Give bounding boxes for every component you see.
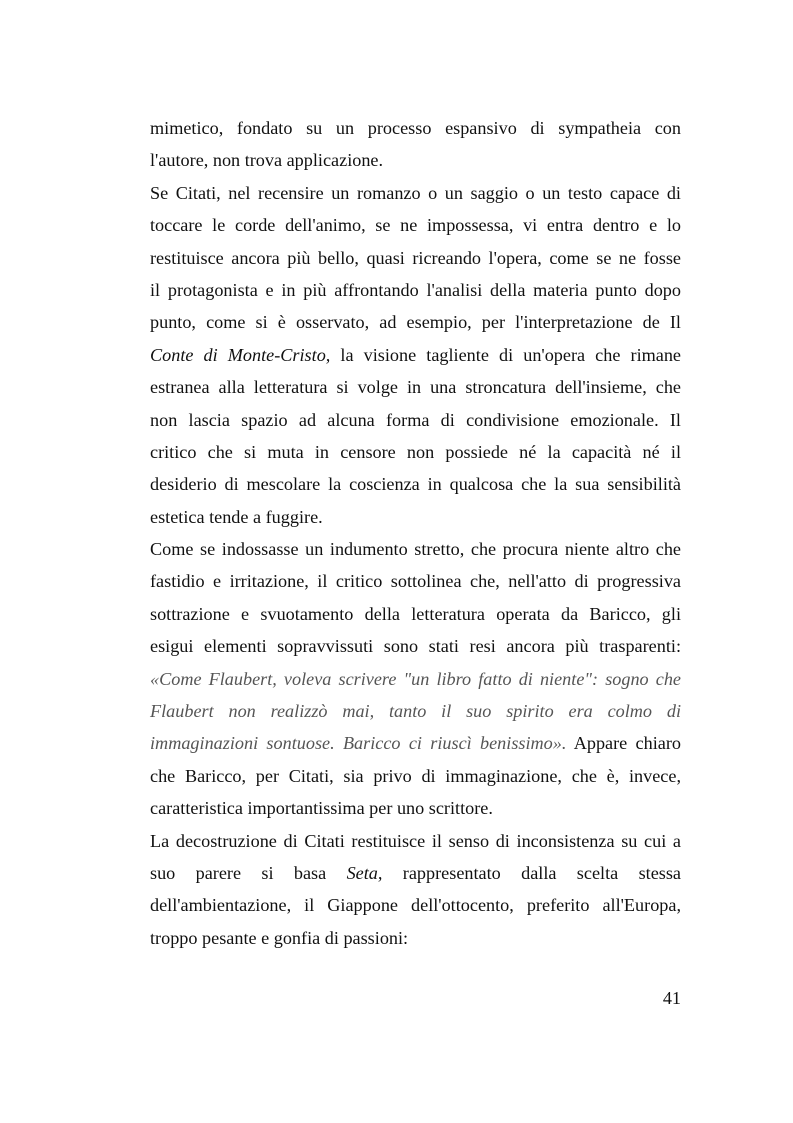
text-segment: esigui elementi sopravvissuti sono stati resi ancora più trasparenti: bbox=[150, 636, 681, 657]
text-segment: il protagonista e in più affrontando l'analisi della materia punto dopo bbox=[150, 279, 681, 300]
text-line bbox=[150, 371, 681, 403]
text-line bbox=[150, 144, 681, 176]
text-segment: restituisce ancora più bello, quasi ricreando l'opera, come se ne fosse bbox=[150, 247, 681, 268]
text-segment: non lascia spazio ad alcuna forma di condivisione emozionale. Il bbox=[150, 409, 681, 430]
text-segment: desiderio di mescolare la coscienza in qualcosa che la sua sensibilità bbox=[150, 474, 681, 495]
text-segment: che Baricco, per Citati, sia privo di immaginazione, che è, invece, bbox=[150, 765, 681, 786]
text-line bbox=[150, 339, 681, 371]
text-line bbox=[150, 727, 681, 759]
text-segment: sottrazione e svuotamento della letteratura operata da Baricco, gli bbox=[150, 603, 681, 624]
text-line bbox=[150, 792, 681, 824]
text-line bbox=[150, 177, 681, 209]
text-segment: mimetico, fondato su un processo espansivo di sympatheia con bbox=[150, 118, 681, 138]
text-line bbox=[150, 857, 681, 889]
text-line bbox=[150, 630, 681, 662]
text-line bbox=[150, 922, 681, 954]
text-segment: toccare le corde dell'animo, se ne impossessa, vi entra dentro e lo bbox=[150, 215, 681, 236]
text-segment: estetica tende a fuggire. bbox=[150, 506, 323, 527]
text-line bbox=[150, 501, 681, 533]
text-line bbox=[150, 468, 681, 500]
text-segment: estranea alla letteratura si volge in una stroncatura dell'insieme, che bbox=[150, 377, 681, 398]
quote-text: immaginazioni sontuose. Baricco ci riuscì benissimo». bbox=[150, 733, 567, 754]
text-line bbox=[150, 889, 681, 921]
text-segment: troppo pesante e gonfia di passioni: bbox=[150, 927, 409, 948]
text-line bbox=[150, 825, 681, 857]
italic-title: Seta, bbox=[346, 862, 383, 883]
text-segment: critico che si muta in censore non possiede né la capacità né il bbox=[150, 441, 681, 462]
text-line bbox=[150, 274, 681, 306]
text-line bbox=[150, 565, 681, 597]
page-number: 41 bbox=[662, 988, 681, 1008]
text-line bbox=[150, 436, 681, 468]
quote-text: Flaubert non realizzò mai, tanto il suo spirito era colmo di bbox=[150, 701, 681, 722]
text-segment: fastidio e irritazione, il critico sottolinea che, nell'atto di progressiva bbox=[150, 571, 681, 592]
text-segment: La decostruzione di Citati restituisce il senso di inconsistenza su cui a bbox=[150, 830, 681, 851]
text-line bbox=[150, 598, 681, 630]
text-segment: dell'ambientazione, il Giappone dell'ottocento, preferito all'Europa, bbox=[150, 895, 681, 916]
text-line bbox=[150, 209, 681, 241]
text-segment: la visione tagliente di un'opera che rimane bbox=[330, 344, 682, 365]
text-line bbox=[150, 695, 681, 727]
text-segment: Come se indossasse un indumento stretto, che procura niente altro che bbox=[150, 539, 681, 560]
text-segment: rappresentato dalla scelta stessa bbox=[382, 862, 681, 883]
text-segment: l'autore, non trova applicazione. bbox=[150, 150, 384, 171]
text-line bbox=[150, 306, 681, 338]
text-segment: Appare chiaro bbox=[566, 733, 681, 754]
text-segment: caratteristica importantissima per uno scrittore. bbox=[150, 798, 493, 819]
document-body bbox=[150, 112, 681, 954]
text-segment: Se Citati, nel recensire un romanzo o un saggio o un testo capace di bbox=[150, 182, 681, 203]
text-line bbox=[150, 404, 681, 436]
text-line bbox=[150, 663, 681, 695]
text-line bbox=[150, 242, 681, 274]
text-line bbox=[150, 112, 681, 144]
italic-title: Conte di Monte-Cristo, bbox=[150, 344, 331, 365]
text-line bbox=[150, 760, 681, 792]
text-segment: suo parere si basa bbox=[150, 862, 347, 883]
text-segment: punto, come si è osservato, ad esempio, per l'interpretazione de Il bbox=[150, 312, 681, 333]
text-line bbox=[150, 533, 681, 565]
quote-text: «Come Flaubert, voleva scrivere "un libro fatto di niente": sogno che bbox=[150, 668, 681, 689]
